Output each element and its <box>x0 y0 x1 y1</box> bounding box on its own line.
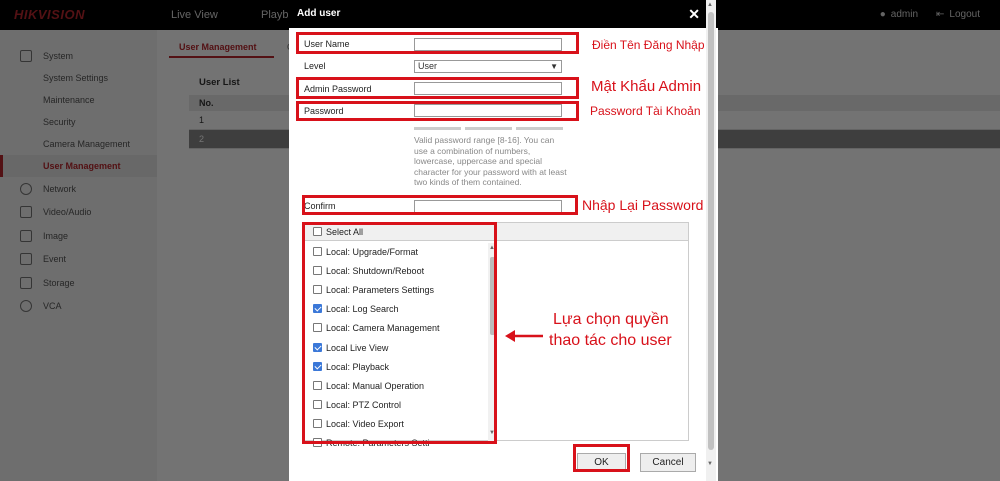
dialog-title: Add user <box>289 0 718 28</box>
password-strength-bar-medium <box>465 127 512 130</box>
annotation-box-permissions <box>302 222 497 444</box>
permission-label: Local: Upgrade/Format <box>326 247 419 257</box>
scroll-up-icon[interactable]: ▲ <box>707 2 713 8</box>
level-label: Level <box>304 61 326 71</box>
cancel-button[interactable]: Cancel <box>640 453 696 472</box>
ok-button[interactable]: OK <box>577 453 626 472</box>
annotation-permissions-line1: Lựa chọn quyền <box>553 311 669 328</box>
permission-label: Local Live View <box>326 342 389 353</box>
scroll-down-icon[interactable]: ▼ <box>489 430 495 436</box>
annotation-box-ok <box>573 444 630 472</box>
permission-label: Local: Video Export <box>326 418 404 429</box>
scroll-up-icon[interactable]: ▲ <box>489 245 495 251</box>
annotation-user-name: Điền Tên Đăng Nhập <box>592 38 705 52</box>
password-strength-bar-strong <box>516 127 563 130</box>
select-all-checkbox[interactable]: Select All <box>313 227 363 237</box>
permission-label: Local: Parameters Settings <box>326 285 435 296</box>
annotation-password: Password Tài Khoản <box>590 104 701 118</box>
confirm-label: Confirm <box>304 201 336 211</box>
dialog-scrollbar[interactable] <box>706 0 716 481</box>
level-select[interactable]: User ▼ <box>414 60 562 73</box>
password-strength-bar-weak <box>414 127 461 130</box>
annotation-box-user-name <box>296 32 579 54</box>
password-hint: Valid password range [8-16]. You can use a combination of numbers, lowercase, uppercase and special character for your password with at least two kinds of them contained. <box>414 135 567 187</box>
annotation-admin-password: Mật Khẩu Admin <box>591 78 702 95</box>
admin-password-label: Admin Password <box>304 84 372 94</box>
permission-label: Remote: Parameters Setti <box>326 438 430 448</box>
permission-label: Local: Shutdown/Reboot <box>326 266 425 277</box>
scroll-down-icon[interactable]: ▼ <box>707 461 713 467</box>
annotation-arrow-icon <box>505 329 545 343</box>
scrollbar-thumb[interactable] <box>708 12 714 450</box>
permission-label: Local: Playback <box>326 361 390 372</box>
annotation-permissions-line2: thao tác cho user <box>549 332 672 349</box>
annotation-box-confirm <box>302 195 578 215</box>
annotation-box-password <box>296 101 579 121</box>
password-label: Password <box>304 106 344 116</box>
permission-label: Local: Camera Management <box>326 323 440 334</box>
permission-label: Local: PTZ Control <box>326 399 402 410</box>
user-name-label: User Name <box>304 39 350 49</box>
chevron-down-icon: ▼ <box>550 62 558 71</box>
close-icon[interactable]: ✕ <box>688 6 700 22</box>
permission-label: Local: Log Search <box>326 304 399 315</box>
annotation-confirm: Nhập Lại Password <box>582 197 704 213</box>
annotation-box-admin-password <box>296 77 579 99</box>
permission-label: Local: Manual Operation <box>326 380 425 391</box>
